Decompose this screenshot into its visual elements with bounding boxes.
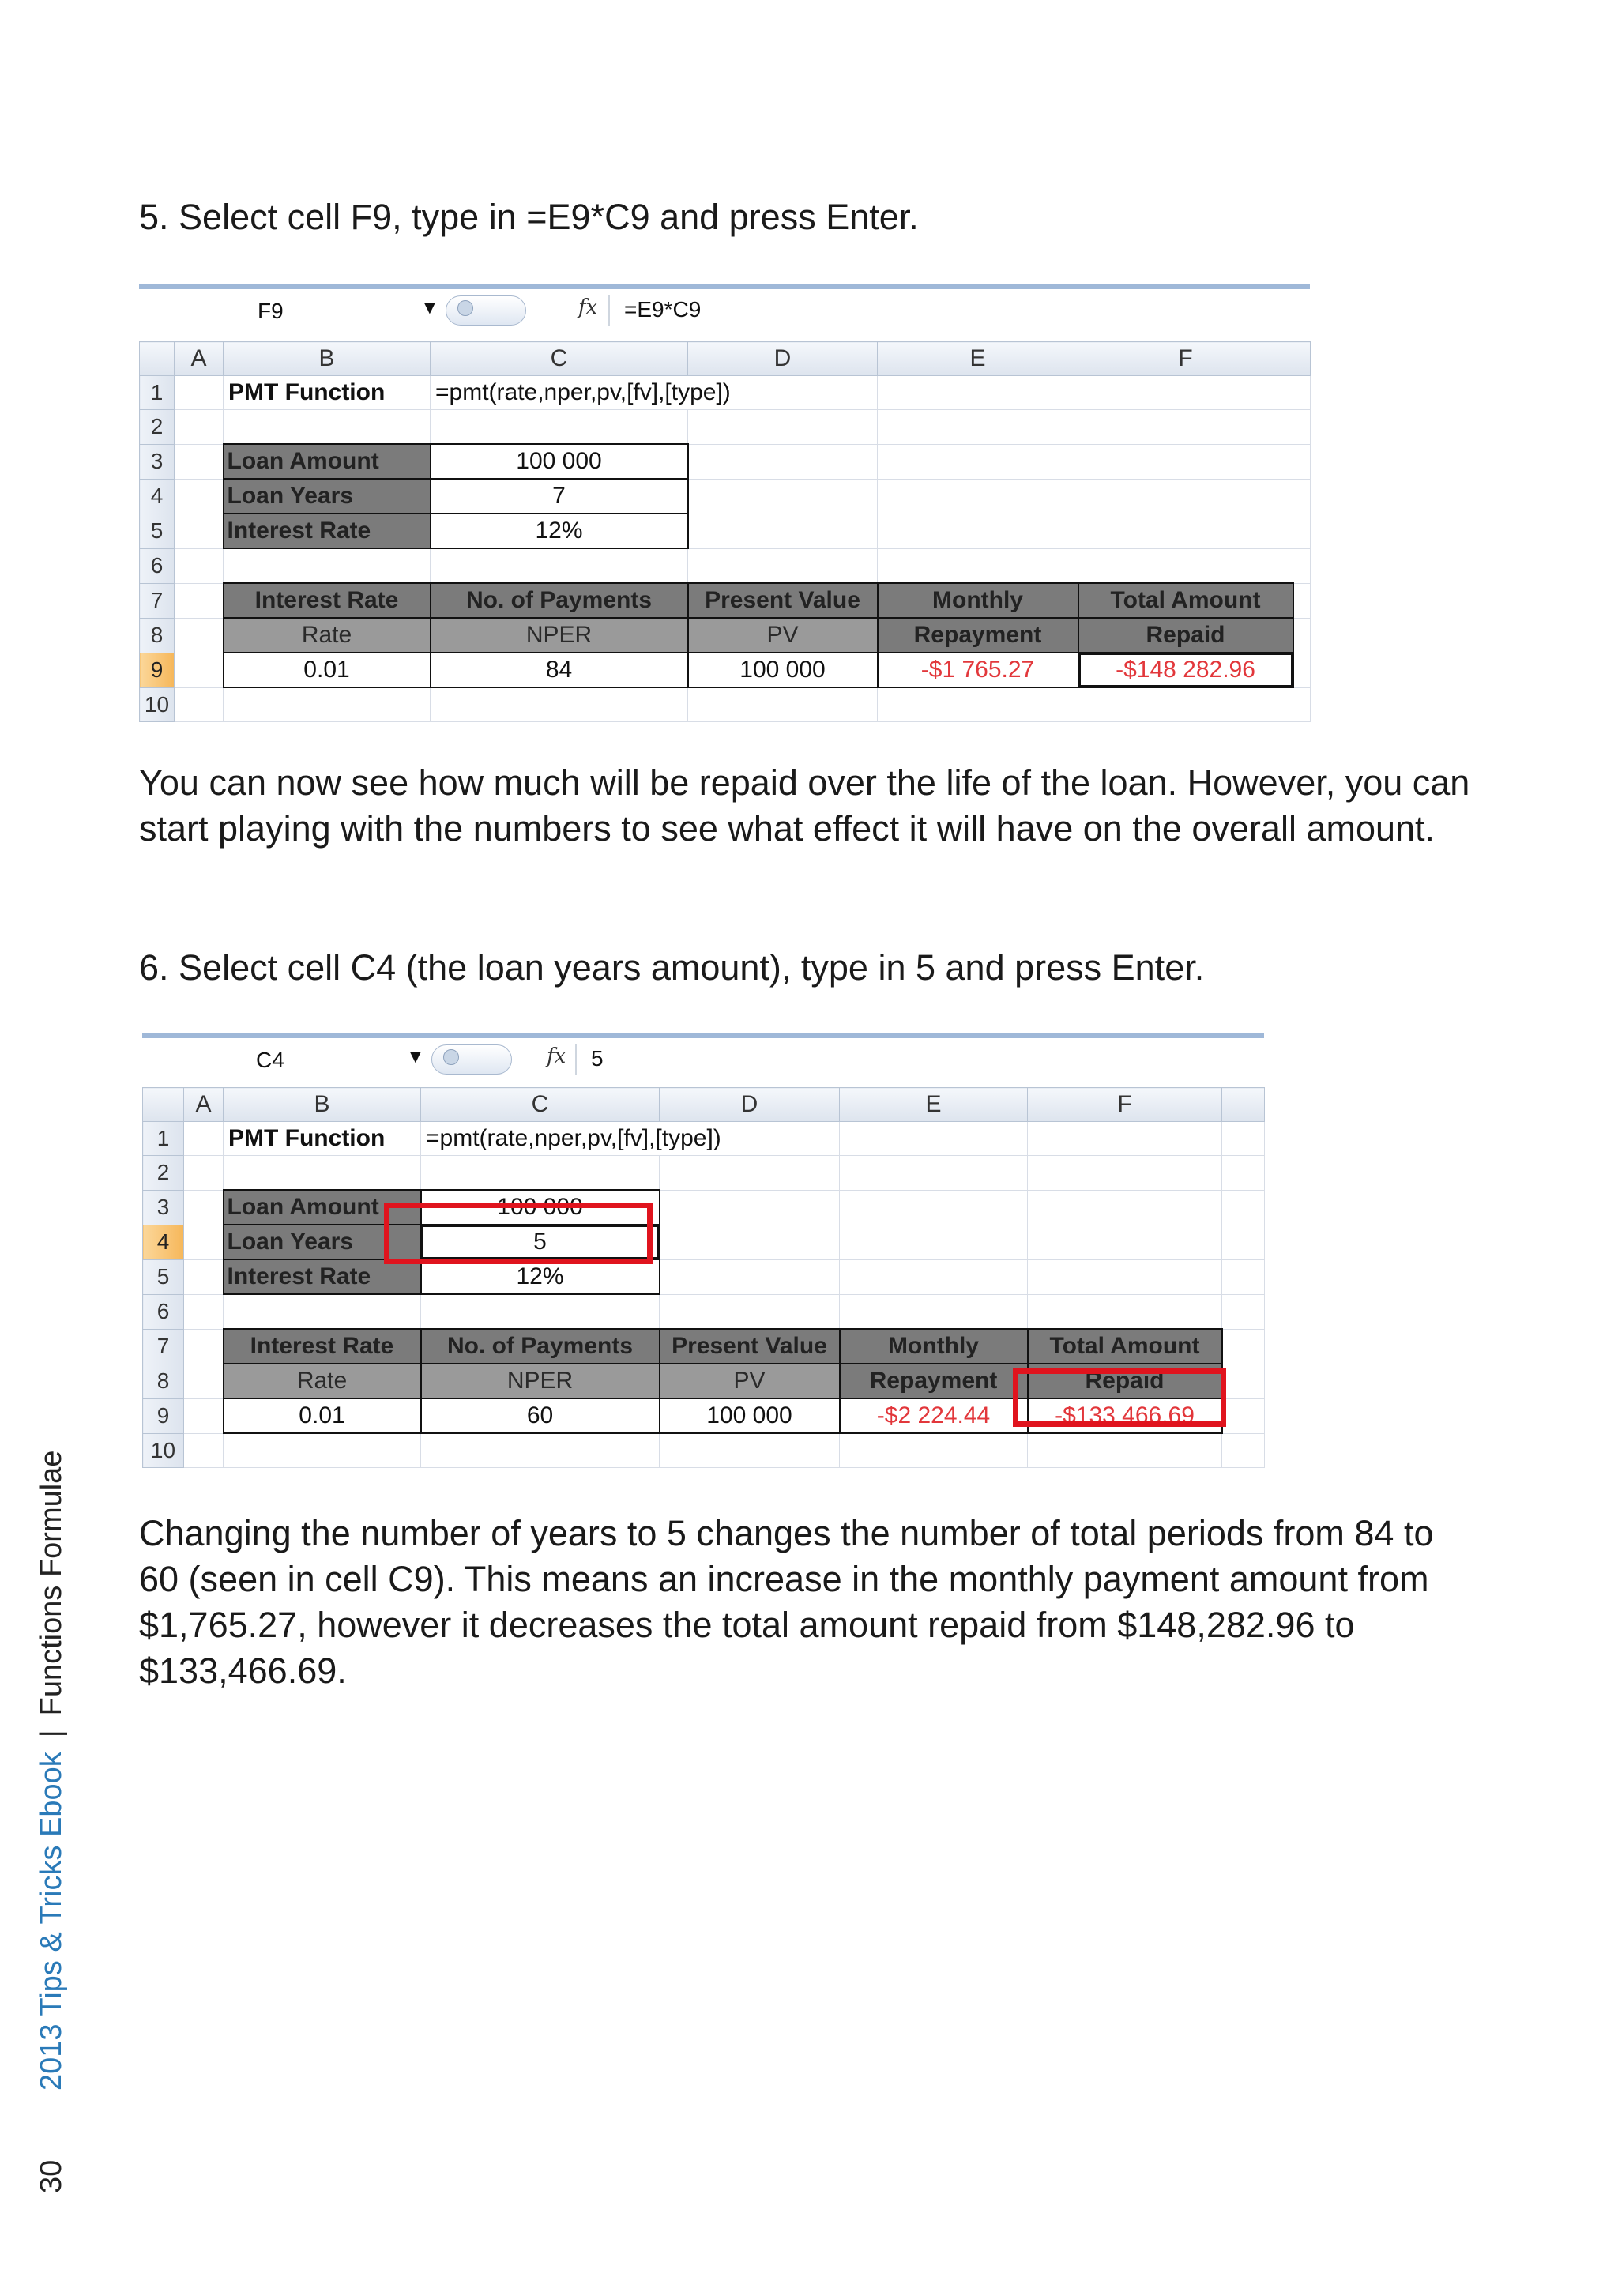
excel-screenshot-total-repaid [139, 284, 1310, 717]
loan-years-highlight [384, 1203, 653, 1264]
worksheet-grid [139, 341, 1311, 722]
col-header-e[interactable]: E [840, 1088, 1028, 1122]
select-all-corner[interactable] [140, 342, 175, 376]
formula-bar-toggle-icon[interactable] [431, 1044, 512, 1075]
row-2 [143, 1156, 1265, 1191]
row-header-6[interactable]: 6 [140, 548, 175, 583]
insert-function-icon[interactable]: fx [547, 1044, 566, 1068]
col-header-b[interactable]: B [224, 342, 431, 376]
row-4 [143, 1225, 1265, 1259]
row-header-6[interactable]: 6 [143, 1294, 184, 1329]
total-repaid-highlight [1013, 1368, 1226, 1427]
excel-screenshot-loan-years [142, 1033, 1264, 1462]
header-rate[interactable]: Rate [224, 618, 431, 653]
row-header-7[interactable]: 7 [143, 1329, 184, 1364]
col-header-f[interactable]: F [1028, 1088, 1222, 1122]
pv-value-cell[interactable]: 100 000 [688, 653, 878, 687]
side-footer [0, 0, 103, 2296]
header-repaid[interactable]: Repaid [1078, 618, 1293, 653]
section-title: Functions Formulae [35, 1450, 68, 1716]
col-header-e[interactable]: E [878, 342, 1078, 376]
row-1 [143, 1122, 1265, 1156]
row-header-9[interactable]: 9 [143, 1398, 184, 1433]
row-header-3[interactable]: 3 [143, 1190, 184, 1225]
row-7 [140, 583, 1311, 618]
row-header-4[interactable]: 4 [140, 479, 175, 514]
dropdown-arrow-icon[interactable]: ▼ [406, 1046, 425, 1067]
step-5-instruction: 5. Select cell F9, type in =E9*C9 and press Enter. [139, 197, 919, 237]
header-present-value[interactable]: Present Value [660, 1329, 840, 1364]
header-rate[interactable]: Rate [224, 1364, 421, 1398]
loan-years-label[interactable]: Loan Years [224, 479, 431, 514]
row-header-7[interactable]: 7 [140, 583, 175, 618]
header-nper[interactable]: NPER [431, 618, 688, 653]
header-pv[interactable]: PV [688, 618, 878, 653]
row-header-8[interactable]: 8 [143, 1364, 184, 1398]
row-header-8[interactable]: 8 [140, 618, 175, 653]
interest-rate-label[interactable]: Interest Rate [224, 1259, 421, 1294]
row-1 [140, 376, 1311, 410]
header-present-value[interactable]: Present Value [688, 583, 878, 618]
pmt-function-label[interactable]: PMT Function [224, 376, 431, 410]
row-4 [140, 479, 1311, 514]
row-header-1[interactable]: 1 [140, 376, 175, 410]
row-6 [140, 548, 1311, 583]
col-header-c[interactable]: C [421, 1088, 660, 1122]
row-3 [140, 444, 1311, 479]
book-title: 2013 Tips & Tricks Ebook [35, 1752, 68, 2091]
formula-text[interactable]: =E9*C9 [624, 297, 702, 322]
result-paragraph: Changing the number of years to 5 changes the number of total periods from 84 to 60 (seen in cell C9). This means an increase in the monthly payment amount from $1,765.27, however it decreases the total amount repaid from $148,282.96 to $133,466.69. [139, 1513, 1434, 1691]
header-no-of-payments[interactable]: No. of Payments [421, 1329, 660, 1364]
loan-amount-cell[interactable]: 100 000 [421, 1190, 660, 1225]
dropdown-arrow-icon[interactable]: ▼ [420, 297, 439, 318]
monthly-repayment-cell[interactable]: -$2 224.44 [840, 1398, 1028, 1433]
col-header-a[interactable]: A [184, 1088, 224, 1122]
select-all-corner[interactable] [143, 1088, 184, 1122]
header-total-amount[interactable]: Total Amount [1078, 583, 1293, 618]
row-6 [143, 1294, 1265, 1329]
header-repaid[interactable]: Repaid [1028, 1364, 1222, 1398]
nper-value-cell[interactable]: 60 [421, 1398, 660, 1433]
interest-rate-cell[interactable]: 12% [431, 514, 688, 548]
step-6-instruction: 6. Select cell C4 (the loan years amount), type in 5 and press Enter. [139, 947, 1205, 988]
footer-separator: | [35, 1730, 68, 1738]
row-5 [140, 514, 1311, 548]
column-header-row [140, 342, 1311, 376]
header-monthly[interactable]: Monthly [878, 583, 1078, 618]
pmt-function-label[interactable]: PMT Function [224, 1122, 421, 1156]
pmt-syntax-cell[interactable]: =pmt(rate,nper,pv,[fv],[type]) [431, 376, 878, 410]
header-interest-rate[interactable]: Interest Rate [224, 1329, 421, 1364]
col-header-f[interactable]: F [1078, 342, 1293, 376]
interest-rate-cell[interactable]: 12% [421, 1259, 660, 1294]
header-total-amount[interactable]: Total Amount [1028, 1329, 1222, 1364]
loan-amount-label[interactable]: Loan Amount [224, 444, 431, 479]
row-8 [140, 618, 1311, 653]
row-header-2[interactable]: 2 [143, 1156, 184, 1191]
row-header-10[interactable]: 10 [140, 687, 175, 722]
header-repayment[interactable]: Repayment [840, 1364, 1028, 1398]
loan-years-label[interactable]: Loan Years [224, 1225, 421, 1259]
row-2 [140, 410, 1311, 445]
row-9 [140, 653, 1311, 687]
rate-value-cell[interactable]: 0.01 [224, 653, 431, 687]
row-10 [143, 1433, 1265, 1468]
pv-value-cell[interactable]: 100 000 [660, 1398, 840, 1433]
page-number: 30 [35, 2159, 68, 2193]
insert-function-icon[interactable]: fx [578, 295, 598, 319]
formula-bar: C4 ▼ fx 5 [142, 1033, 1264, 1082]
explanation-paragraph: You can now see how much will be repaid over the life of the loan. However, you can start playing with the numbers to see what effect it will have on the overall amount. [139, 762, 1470, 849]
header-no-of-payments[interactable]: No. of Payments [431, 583, 688, 618]
monthly-repayment-cell[interactable]: -$1 765.27 [878, 653, 1078, 687]
loan-amount-cell[interactable]: 100 000 [431, 444, 688, 479]
loan-years-cell[interactable]: 5 [421, 1225, 660, 1259]
header-nper[interactable]: NPER [421, 1364, 660, 1398]
row-header-5[interactable]: 5 [140, 514, 175, 548]
total-repaid-cell[interactable]: -$133 466.69 [1028, 1398, 1222, 1433]
header-interest-rate[interactable]: Interest Rate [224, 583, 431, 618]
header-pv[interactable]: PV [660, 1364, 840, 1398]
pmt-syntax-cell[interactable]: =pmt(rate,nper,pv,[fv],[type]) [421, 1122, 840, 1156]
loan-amount-label[interactable]: Loan Amount [224, 1190, 421, 1225]
col-header-a[interactable]: A [175, 342, 224, 376]
row-7 [143, 1329, 1265, 1364]
row-10 [140, 687, 1311, 722]
row-header-10[interactable]: 10 [143, 1433, 184, 1468]
row-header-2[interactable]: 2 [140, 410, 175, 445]
row-5 [143, 1259, 1265, 1294]
loan-years-cell[interactable]: 7 [431, 479, 688, 514]
footer-text [35, 1451, 69, 2091]
row-header-5[interactable]: 5 [143, 1259, 184, 1294]
column-header-row [143, 1088, 1265, 1122]
row-header-3[interactable]: 3 [140, 444, 175, 479]
row-header-4[interactable]: 4 [143, 1225, 184, 1259]
row-header-9[interactable]: 9 [140, 653, 175, 687]
formula-bar-toggle-icon[interactable] [446, 295, 526, 326]
row-header-1[interactable]: 1 [143, 1122, 184, 1156]
total-repaid-cell[interactable]: -$148 282.96 [1078, 653, 1293, 687]
col-header-d[interactable]: D [688, 342, 878, 376]
rate-value-cell[interactable]: 0.01 [224, 1398, 421, 1433]
col-header-d[interactable]: D [660, 1088, 840, 1122]
formula-bar: F9 ▼ fx =E9*C9 [139, 284, 1310, 333]
col-header-c[interactable]: C [431, 342, 688, 376]
row-3 [143, 1190, 1265, 1225]
formula-text[interactable]: 5 [591, 1046, 604, 1071]
interest-rate-label[interactable]: Interest Rate [224, 514, 431, 548]
col-header-b[interactable]: B [224, 1088, 421, 1122]
header-monthly[interactable]: Monthly [840, 1329, 1028, 1364]
header-repayment[interactable]: Repayment [878, 618, 1078, 653]
nper-value-cell[interactable]: 84 [431, 653, 688, 687]
